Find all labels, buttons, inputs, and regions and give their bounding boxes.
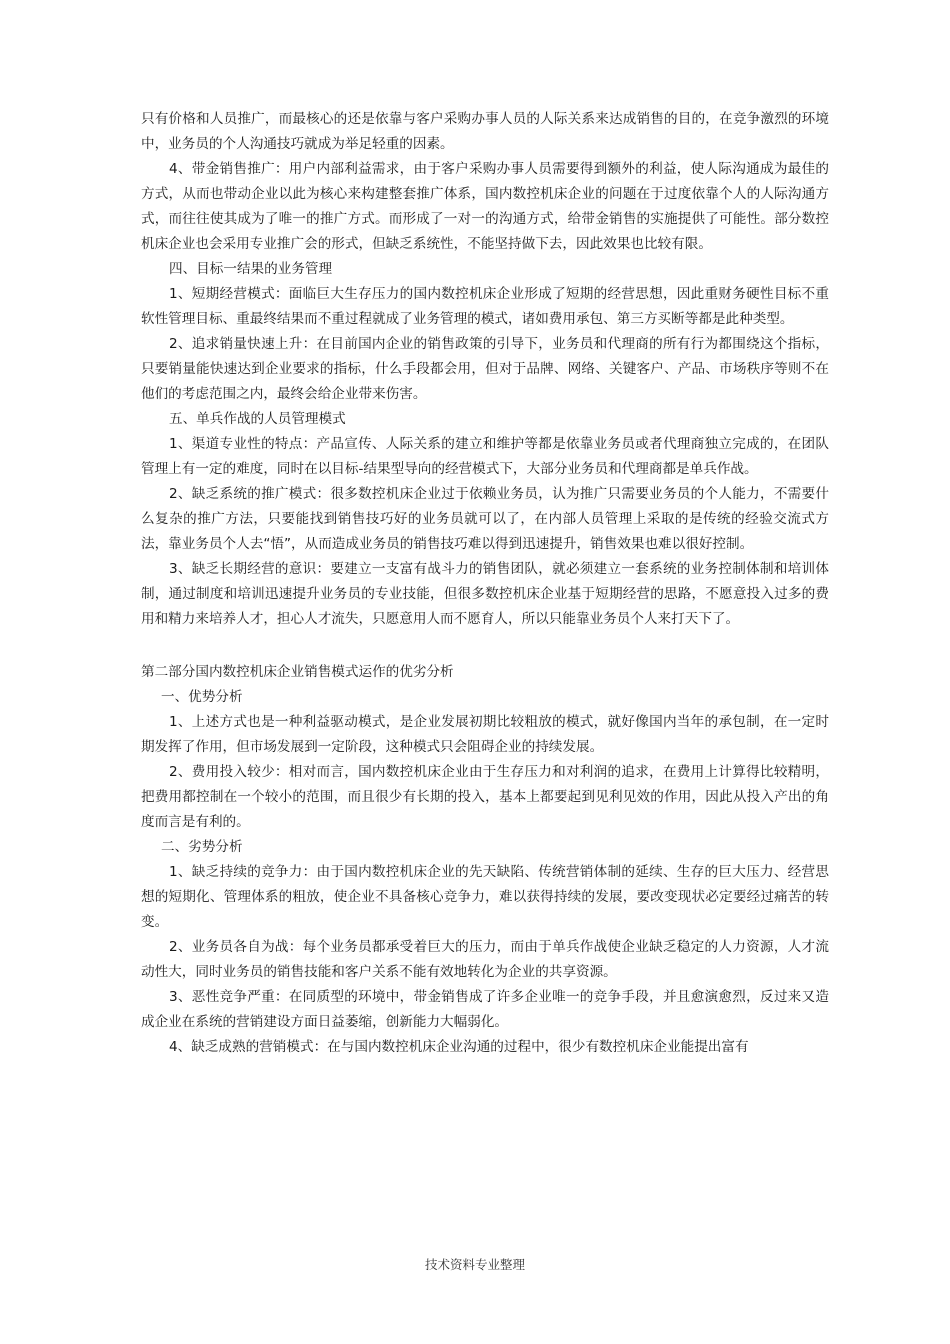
paragraph-item: 4、缺乏成熟的营销模式：在与国内数控机床企业沟通的过程中，很少有数控机床企业能提出富有 bbox=[169, 1039, 749, 1055]
paragraph-item: 2、追求销量快速上升：在目前国内企业的销售政策的引导下，业务员和代理商的所有行为都围绕这个指标，只要销量能快速达到企业要求的指标，什么手段都会用，但对于品牌、网络、关键客户、产品、市场秩序等则不在他们的考虑范围之内，最终会给企业带来伤害。 bbox=[141, 336, 829, 402]
part-heading: 第二部分国内数控机床企业销售模式运作的优劣分析 bbox=[141, 664, 454, 680]
paragraph-item: 3、缺乏长期经营的意识：要建立一支富有战斗力的销售团队，就必须建立一套系统的业务控制体制和培训体制，通过制度和培训迅速提升业务员的专业技能，但很多数控机床企业基于短期经营的思路，不愿意投入过多的费用和精力来培养人才，担心人才流失，只愿意用人而不愿育人，所以只能靠业务员个人来打天下了。 bbox=[141, 561, 829, 627]
paragraph-item: 1、上述方式也是一种利益驱动模式，是企业发展初期比较粗放的模式，就好像国内当年的承包制，在一定时期发挥了作用，但市场发展到一定阶段，这种模式只会阻碍企业的持续发展。 bbox=[141, 714, 829, 755]
document-body bbox=[141, 107, 829, 1060]
paragraph-continuation: 只有价格和人员推广，而最核心的还是依靠与客户采购办事人员的人际关系来达成销售的目的，在竞争激烈的环境中，业务员的个人沟通技巧就成为举足轻重的因素。 bbox=[141, 111, 829, 152]
paragraph-item: 3、恶性竞争严重：在同质型的环境中，带金销售成了许多企业唯一的竞争手段，并且愈演愈烈，反过来又造成企业在系统的营销建设方面日益萎缩，创新能力大幅弱化。 bbox=[141, 989, 829, 1030]
paragraph-item: 1、渠道专业性的特点：产品宣传、人际关系的建立和维护等都是依靠业务员或者代理商独立完成的，在团队管理上有一定的难度，同时在以目标-结果型导向的经营模式下，大部分业务员和代理商都是单兵作战。 bbox=[141, 436, 829, 477]
page-footer: 技术资料专业整理 bbox=[424, 1257, 525, 1272]
paragraph-item: 1、缺乏持续的竞争力：由于国内数控机床企业的先天缺陷、传统营销体制的延续、生存的巨大压力、经营思想的短期化、管理体系的粗放，使企业不具备核心竞争力，难以获得持续的发展，要改变现状必定要经过痛苦的转变。 bbox=[141, 864, 829, 930]
paragraph-item: 2、费用投入较少：相对而言，国内数控机床企业由于生存压力和对利润的追求，在费用上计算得比较精明，把费用都控制在一个较小的范围，而且很少有长期的投入，基本上都要起到见利见效的作用，因此从投入产出的角度而言是有利的。 bbox=[141, 764, 829, 830]
paragraph-item: 2、缺乏系统的推广模式：很多数控机床企业过于依赖业务员，认为推广只需要业务员的个人能力，不需要什么复杂的推广方法，只要能找到销售技巧好的业务员就可以了，在内部人员管理上采取的是传统的经验交流式方法，靠业务员个人去“悟”，从而造成业务员的销售技巧难以得到迅速提升，销售效果也难以很好控制。 bbox=[141, 486, 829, 552]
paragraph-item: 2、业务员各自为战：每个业务员都承受着巨大的压力，而由于单兵作战使企业缺乏稳定的人力资源，人才流动性大，同时业务员的销售技能和客户关系不能有效地转化为企业的共享资源。 bbox=[141, 939, 829, 980]
section-heading: 二、劣势分析 bbox=[161, 839, 243, 855]
section-heading: 四、目标一结果的业务管理 bbox=[169, 261, 333, 277]
paragraph-item: 1、短期经营模式：面临巨大生存压力的国内数控机床企业形成了短期的经营思想，因此重财务硬性目标不重软性管理目标、重最终结果而不重过程就成了业务管理的模式，诸如费用承包、第三方买断等都是此种类型。 bbox=[141, 286, 829, 327]
section-heading: 五、单兵作战的人员管理模式 bbox=[169, 411, 346, 427]
section-heading: 一、优势分析 bbox=[161, 689, 243, 705]
paragraph-item: 4、带金销售推广：用户内部利益需求，由于客户采购办事人员需要得到额外的利益，使人际沟通成为最佳的方式，从而也带动企业以此为核心来构建整套推广体系，国内数控机床企业的问题在于过度依靠个人的人际沟通方式，而往往使其成为了唯一的推广方式。而形成了一对一的沟通方式，给带金销售的实施提供了可能性。部分数控机床企业也会采用专业推广会的形式，但缺乏系统性，不能坚持做下去，因此效果也比较有限。 bbox=[141, 161, 829, 252]
